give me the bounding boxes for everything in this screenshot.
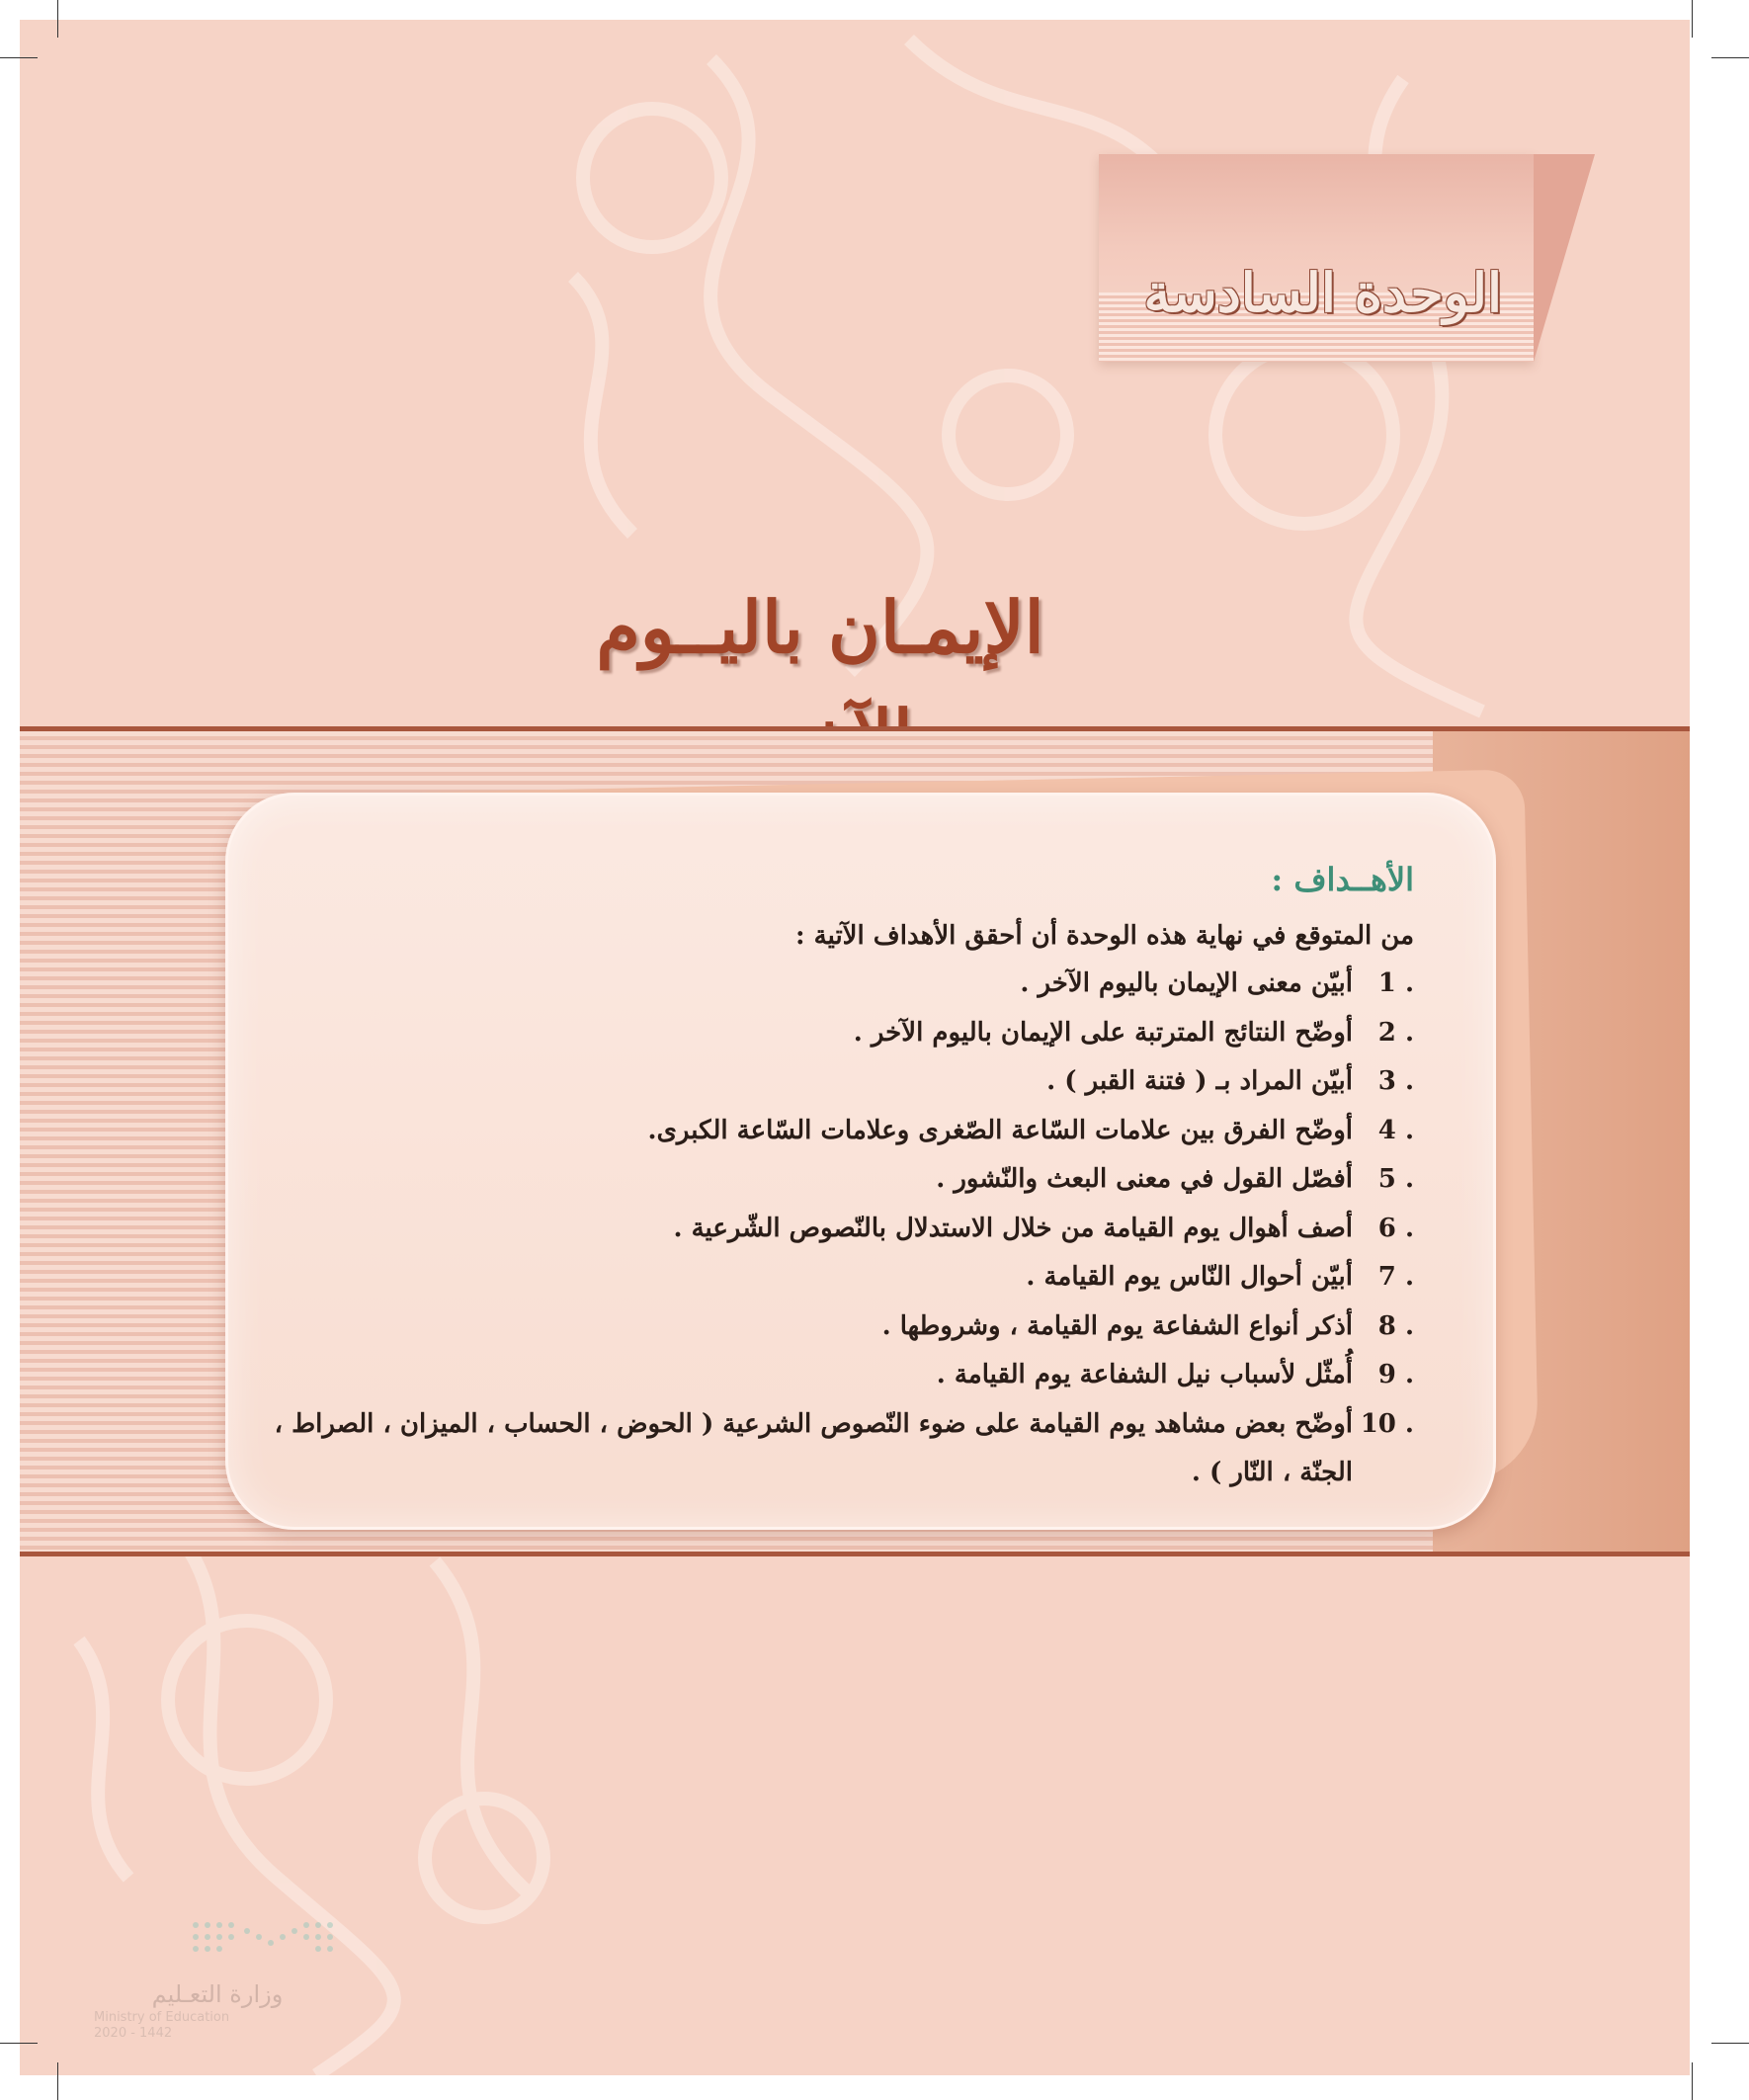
- crop-mark: [1692, 0, 1693, 38]
- objectives-band: [20, 726, 1690, 1556]
- objectives-section: [256, 855, 1414, 1498]
- objective-text: أفصّل القول في معنى البعث والنّشور .: [936, 1164, 1353, 1194]
- logo-english-text: Ministry of Education 2020 - 1442: [94, 2010, 230, 2041]
- objectives-heading: الأهــداف :: [1271, 861, 1414, 898]
- crop-mark: [1692, 2062, 1693, 2100]
- objective-number: 10 .: [1360, 1408, 1414, 1439]
- objectives-intro: من المتوقع في نهاية هذه الوحدة أن أحقق الأهداف الآتية :: [795, 921, 1414, 951]
- objective-text: أوضّح الفرق بين علامات السّاعة الصّغرى وعلامات السّاعة الكبرى.: [647, 1115, 1353, 1145]
- objective-text: أذكر أنواع الشفاعة يوم القيامة ، وشروطها .: [881, 1310, 1353, 1341]
- crop-mark: [57, 0, 58, 38]
- ministry-logo: [94, 1907, 351, 2046]
- objective-number: 4 .: [1377, 1115, 1414, 1145]
- objective-number: 7 .: [1377, 1262, 1414, 1292]
- unit-title: الإيمـان باليــوم: [596, 585, 1044, 669]
- objective-number: 1 .: [1377, 968, 1414, 998]
- objective-item: [256, 1009, 1414, 1058]
- crop-mark: [1711, 2043, 1749, 2044]
- objective-text: أُمثّل لأسباب نيل الشفاعة يوم القيامة .: [936, 1360, 1353, 1389]
- objective-number: 9 .: [1377, 1360, 1414, 1389]
- objective-item: [256, 1155, 1414, 1205]
- objective-number: 2 .: [1377, 1017, 1414, 1048]
- objective-text: أبيّن أحوال النّاس يوم القيامة .: [1026, 1262, 1353, 1292]
- crop-mark: [0, 57, 38, 58]
- objective-item: [256, 1057, 1414, 1107]
- objective-item: [256, 960, 1414, 1009]
- textbook-page: [20, 20, 1690, 2075]
- objective-item: [256, 1205, 1414, 1254]
- objective-item: [256, 1302, 1414, 1352]
- objective-item: [256, 1253, 1414, 1302]
- logo-arabic-text: وزارة التعـليم: [151, 1980, 284, 2008]
- crop-mark: [0, 2043, 38, 2044]
- objectives-list: [256, 960, 1414, 1498]
- objective-number: 8 .: [1377, 1310, 1414, 1341]
- objective-number: 5 .: [1377, 1164, 1414, 1194]
- objective-text: أبيّن المراد بـ ( فتنة القبر ) .: [1046, 1066, 1353, 1096]
- crop-mark: [57, 2062, 58, 2100]
- objective-item: [256, 1351, 1414, 1400]
- objective-text: أوضّح النتائج المترتبة على الإيمان باليوم الآخر .: [853, 1017, 1353, 1048]
- objective-item: [256, 1107, 1414, 1156]
- objective-text: أبيّن معنى الإيمان باليوم الآخر .: [1020, 968, 1353, 998]
- objective-text: أصف أهوال يوم القيامة من خلال الاستدلال بالنّصوص الشّرعية .: [673, 1213, 1353, 1243]
- objective-item: [256, 1400, 1414, 1498]
- objective-number: 3 .: [1377, 1066, 1414, 1096]
- crop-mark: [1711, 57, 1749, 58]
- objectives-card: [225, 793, 1496, 1530]
- objective-number: 6 .: [1377, 1213, 1414, 1243]
- logo-dots-mark: [188, 1917, 336, 1963]
- objective-text: أوضّح بعض مشاهد يوم القيامة على ضوء النّصوص الشرعية ( الحوض ، الحساب ، الميزان ، الصراط ، الجنّة ، النّار ) .: [274, 1408, 1353, 1487]
- unit-label: الوحدة السادسة: [1143, 261, 1502, 324]
